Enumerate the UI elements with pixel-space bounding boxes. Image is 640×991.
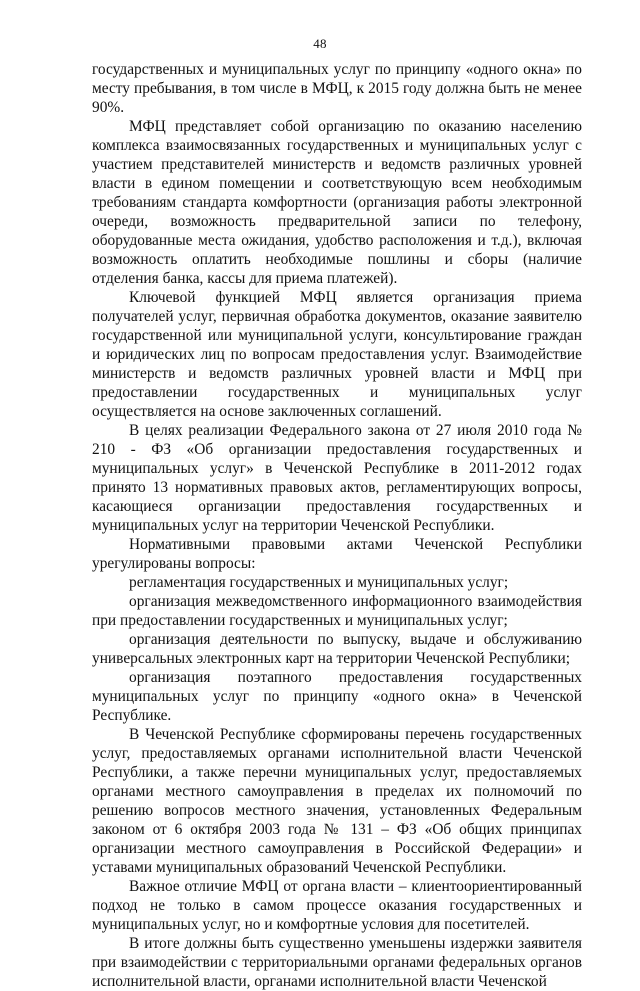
paragraph: В Чеченской Республике сформированы перечень государственных услуг, предоставляемых органами исполнительной власти Чеченской Республики, а также перечни муниципальных услуг, предоставляемых органами местного самоуправления в пределах их полномочий по решению вопросов местного значения, установленных Федеральным законом от 6 октября 2003 года № 131 – ФЗ «Об общих принципах организации местного самоуправления в Российской Федерации» и уставами муниципальных образований Чеченской Республики. (92, 726, 582, 876)
list-item: организация межведомственного информационного взаимодействия при предоставлении государственных и муниципальных услуг; (92, 593, 582, 629)
document-body (92, 60, 582, 991)
paragraph: В итоге должны быть существенно уменьшены издержки заявителя при взаимодействии с территориальными органами федеральных органов исполнительной власти, органами исполнительной власти Чеченской (92, 935, 582, 990)
paragraph: Ключевой функцией МФЦ является организация приема получателей услуг, первичная обработка документов, оказание заявителю государственной или муниципальной услуги, консультирование граждан и юридических лиц по вопросам предоставления услуг. Взаимодействие министерств и ведомств различных уровней власти и МФЦ при предоставлении государственных и муниципальных услуг осуществляется на основе заключенных соглашений. (92, 289, 582, 420)
list-item: организация деятельности по выпуску, выдаче и обслуживанию универсальных электронных карт на территории Чеченской Республики; (92, 631, 582, 667)
paragraph: МФЦ представляет собой организацию по оказанию населению комплекса взаимосвязанных государственных и муниципальных услуг с участием представителей министерств и ведомств различных уровней власти в едином помещении и соответствующую всем необходимым требованиям стандарта комфортности (организация работы электронной очереди, возможность предварительной записи по телефону, оборудованные места ожидания, удобство расположения и т.д.), включая возможность оплатить необходимые пошлины и сборы (наличие отделения банка, кассы для приема платежей). (92, 118, 582, 287)
list-item: организация поэтапного предоставления государственных муниципальных услуг по принципу «одного окна» в Чеченской Республике. (92, 669, 582, 724)
page-number: 48 (313, 36, 327, 51)
paragraph: В целях реализации Федерального закона от 27 июля 2010 года № 210 - ФЗ «Об организации предоставления государственных и муниципальных услуг» в Чеченской Республике в 2011-2012 годах принято 13 нормативных правовых актов, регламентирующих вопросы, касающиеся организации предоставления государственных и муниципальных услуг на территории Чеченской Республики. (92, 422, 582, 534)
list-item: регламентация государственных и муниципальных услуг; (129, 574, 509, 591)
paragraph: Важное отличие МФЦ от органа власти – клиентоориентированный подход не только в самом процессе оказания государственных и муниципальных услуг, но и комфортные условия для посетителей. (92, 878, 582, 933)
paragraph: государственных и муниципальных услуг по принципу «одного окна» по месту пребывания, в том числе в МФЦ, к 2015 году должна быть не менее 90%. (92, 61, 582, 116)
paragraph: Нормативными правовыми актами Чеченской Республики урегулированы вопросы: (92, 536, 582, 572)
